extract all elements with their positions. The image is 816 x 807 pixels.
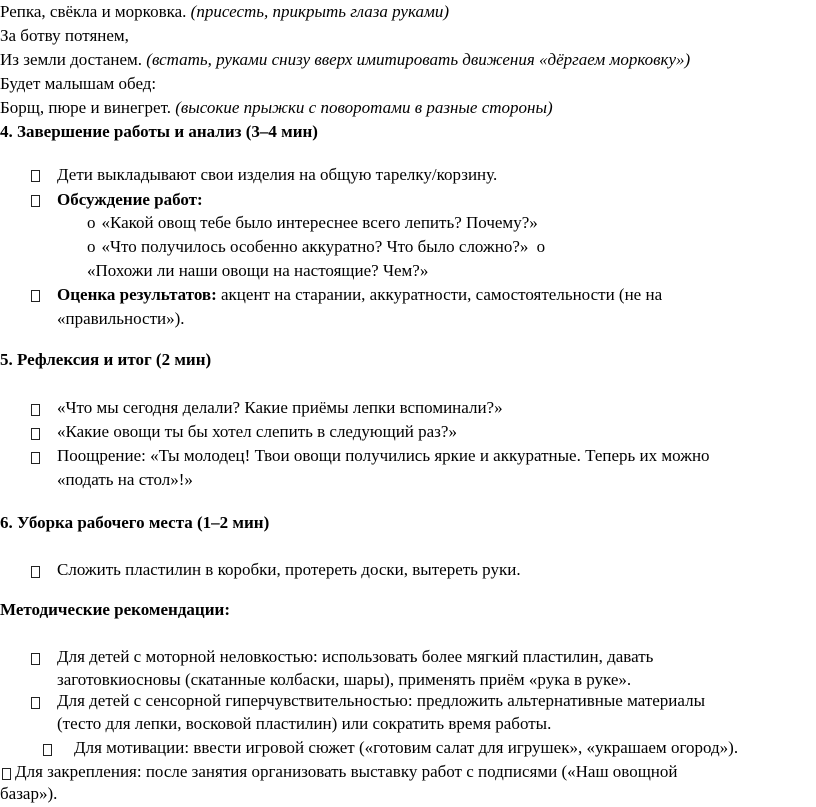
section-6-heading: 6. Уборка рабочего места (1–2 мин) — [0, 513, 270, 532]
s5-item-3-cont: «подать на стол»!» — [57, 470, 193, 489]
s4-question-1: o «Какой овощ тебе было интереснее всего лепить? Почему?» — [87, 213, 538, 232]
s4-item-3: Оценка результатов: акцент на старании, аккуратности, самостоятельности (не на — [57, 285, 663, 304]
s5-item-1: «Что мы сегодня делали? Какие приёмы лепки вспоминали?» — [57, 398, 503, 417]
rec-item-2-cont: (тесто для лепки, восковой пластилин) или сократить время работы. — [57, 714, 552, 733]
rec-item-1-cont: заготовкиосновы (скатанные колбаски, шары), применять приём «рука в руке». — [57, 670, 632, 689]
circle-bullet-icon: o — [87, 213, 96, 232]
s4-item-2: Обсуждение работ: — [57, 190, 203, 209]
circle-bullet-icon: o — [87, 237, 96, 256]
bullet-icon — [2, 768, 11, 780]
rec-item-4-cont: базар»). — [0, 784, 58, 803]
poem-line-2: За ботву потянем, — [0, 26, 129, 45]
rec-item-1: Для детей с моторной неловкостью: использовать более мягкий пластилин, давать — [57, 647, 654, 666]
bullet-icon — [31, 566, 40, 578]
section-4-heading: 4. Завершение работы и анализ (3–4 мин) — [0, 122, 318, 141]
bullet-icon — [31, 452, 40, 464]
stage-direction: (встать, руками снизу вверх имитировать движения «дёргаем морковку») — [146, 50, 691, 69]
stage-direction: (присесть, прикрыть глаза руками) — [190, 2, 450, 21]
s5-item-2: «Какие овощи ты бы хотел слепить в следующий раз?» — [57, 422, 457, 441]
rec-item-2: Для детей с сенсорной гиперчувствительностью: предложить альтернативные материалы — [57, 691, 706, 710]
poem-line-1: Репка, свёкла и морковка. (присесть, прикрыть глаза руками) — [0, 2, 450, 21]
section-5-heading: 5. Рефлексия и итог (2 мин) — [0, 350, 212, 369]
s4-item-1: Дети выкладывают свои изделия на общую тарелку/корзину. — [57, 165, 498, 184]
recommendations-heading: Методические рекомендации: — [0, 600, 230, 619]
bullet-icon — [31, 290, 40, 302]
bullet-icon — [31, 404, 40, 416]
rec-item-4: Для закрепления: после занятия организовать выставку работ с подписями («Наш овощной — [15, 762, 678, 781]
s4-question-2: o «Что получилось особенно аккуратно? Что было сложно?» o — [87, 237, 546, 256]
s4-question-3: «Похожи ли наши овощи на настоящие? Чем?» — [87, 261, 429, 280]
bullet-icon — [31, 653, 40, 665]
bullet-icon — [31, 195, 40, 207]
bullet-icon — [31, 170, 40, 182]
bullet-icon — [43, 744, 52, 756]
bullet-icon — [31, 428, 40, 440]
circle-bullet-icon: o — [536, 237, 546, 256]
bullet-icon — [31, 697, 40, 709]
s6-item-1: Сложить пластилин в коробки, протереть доски, вытереть руки. — [57, 560, 521, 579]
poem-line-5: Борщ, пюре и винегрет. (высокие прыжки с поворотами в разные стороны) — [0, 98, 553, 117]
s4-item-3-cont: «правильности»). — [57, 309, 185, 328]
stage-direction: (высокие прыжки с поворотами в разные стороны) — [175, 98, 553, 117]
poem-line-4: Будет малышам обед: — [0, 74, 157, 93]
poem-line-3: Из земли достанем. (встать, руками снизу вверх имитировать движения «дёргаем морковку») — [0, 50, 691, 69]
rec-item-3: Для мотивации: ввести игровой сюжет («готовим салат для игрушек», «украшаем огород»). — [74, 738, 739, 757]
s5-item-3: Поощрение: «Ты молодец! Твои овощи получились яркие и аккуратные. Теперь их можно — [57, 446, 710, 465]
